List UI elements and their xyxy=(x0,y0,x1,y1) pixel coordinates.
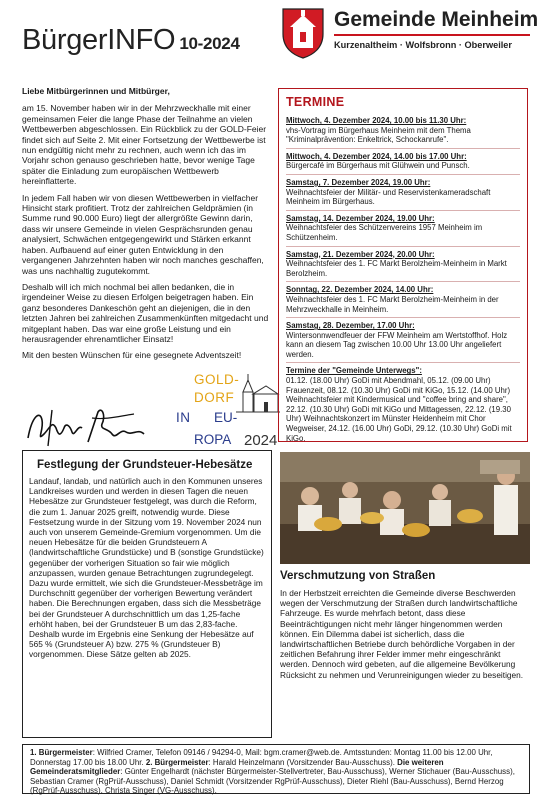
council-footer: 1. Bürgermeister: Wilfried Cramer, Telefon 09146 / 94294-0, Mail: bgm.cramer@web.de. Amtsstunden: Montag 11.00 bis 12.00 Uhr, Donnerstag 17.00 bis 18.00 Uhr. 2. Bürgermeister: Harald Heinzelmann (Vorsitzender Bau-Ausschuss). Die weiteren Gemeinderatsmitglieder: Günter Engelhardt (nächster Bürgermeister-Stellvertreter, Bau-Ausschuss), Werner Stichauer (Bau-Ausschuss), Sebastian Cramer (RgPrüf-Ausschuss), Daniel Schmidt (Vorsitzender RgPrüf-Ausschuss), Dieter Riehl (Bau-Ausschuss), Bernd Herzog (RgPrüf-Ausschuss), Christa Singer (VG-Ausschuss). xyxy=(22,744,530,794)
salutation: Liebe Mitbürgerinnen und Mitbürger, xyxy=(22,86,170,96)
event-item: Samstag, 21. Dezember 2024, 20.00 Uhr: Weihnachtsfeier des 1. FC Markt Berolzheim-Meinheim in Markt Berolzheim. xyxy=(286,249,520,283)
header xyxy=(0,0,540,78)
coat-of-arms-icon xyxy=(280,6,326,60)
golddorf-europa-logo: GOLD- DORF IN EU- ROPA 2024 xyxy=(176,372,278,449)
article-text: In der Herbstzeit erreichten die Gemeinde diverse Beschwerden wegen der Verschmutzung der Straßen durch landwirtschaftliche Fahrzeuge. Es wurde mehrfach betont, dass diese Beeinträchtigungen nicht mehr länger hingenommen werden können. Ein Dilemma dabei ist sicherlich, dass die landwirtschaftlichen Betriebe durch behördliche Vorgaben in der zeitlichen Befahrung ihrer Felder immer mehr eingeschränkt werden. Dennoch wird gebeten, auf die allgemeine Bevölkerung Rücksicht zu nehmen und Verunreinigungen wieder zu beseitigen. xyxy=(280,588,524,680)
mayor-letter xyxy=(22,86,272,367)
street-dirt-article xyxy=(280,570,530,680)
church-icon xyxy=(234,372,280,416)
article-heading: Verschmutzung von Straßen xyxy=(280,570,436,582)
events-box xyxy=(278,88,528,442)
event-item: Sonntag, 22. Dezember 2024, 14.00 Uhr: Weihnachtsfeier des 1. FC Markt Berolzheim-Meinheim in der Mehrzweckhalle in Meinheim. xyxy=(286,284,520,318)
events-heading: TERMINE xyxy=(286,95,345,109)
issue-number: 10-2024 xyxy=(179,34,240,53)
event-item: Samstag, 14. Dezember 2024, 19.00 Uhr: Weihnachtsfeier des Schützenvereins 1957 Meinheim im Schützenheim. xyxy=(286,213,520,247)
divider xyxy=(334,34,530,36)
municipality-districts: Kurzenaltheim · Wolfsbronn · Oberweiler xyxy=(334,40,512,50)
event-item: Mittwoch, 4. Dezember 2024, 14.00 bis 17.00 Uhr: Bürgercafé im Bürgerhaus mit Glühwein und Punsch. xyxy=(286,151,520,175)
signature-icon xyxy=(22,398,162,454)
letter-paragraph: am 15. November haben wir in der Mehrzweckhalle mit einer gemeinsamen Feier die lange Phase der Teilnahme an vielen Wettbewerben abgeschlossen. Ein Rückblick zu der GOLD-Feier findet sich auf Seite 2. Mit einer Fortsetzung der Wettbewerbe ist nun endgültig nicht mehr zu rechnen, auch wenn ich das im Vorjahr schon genauso geschrieben hatte, bevor wenige Tage später die Einladung zum europäischen Wettbewerb hereinflatterte. xyxy=(22,103,267,187)
event-item: Termine der "Gemeinde Unterwegs": 01.12. (18.00 Uhr) GoDi mit Abendmahl, 05.12. (09.00 Uhr) Frauenzeit, 08.12. (10.30 Uhr) GoDi mit KiGo, 15.12. (14.00 Uhr) Weihnachtsfeier mit Kindermusical und "coffee bring and share", 22.12. (10.30 Uhr) GoDi mit KiGo und Mittagessen, 22.12. (19.30 Uhr) Weihnachtskonzert im Münster Heidenheim mit Chor Wegweiser, 24.12. (16.00 Uhr) GoDi, 29.12. (10.30 Uhr) GoDi mit KiGo. xyxy=(286,366,512,443)
letter-paragraph: Deshalb will ich mich nochmal bei allen bedanken, die in irgendeiner Weise zu diesen Erfolgen beigetragen haben. Ein ganz besonderes Dankeschön geht an diejenigen, die in den letzten Jahren bei zahlreichen Zusammenkünften mitgedacht und mitgeplant haben. Das war eine große Leistung und ein herausragender ehrenamtlicher Einsatz! xyxy=(22,281,269,344)
municipality-name: Gemeinde Meinheim xyxy=(334,8,539,31)
property-tax-article xyxy=(22,450,272,738)
event-item: Samstag, 7. Dezember 2024, 19.00 Uhr: Weihnachtsfeier der Militär- und Reservistenkameradschaft Meinheim im Bürgerhaus. xyxy=(286,177,520,211)
event-item: Mittwoch, 4. Dezember 2024, 10.00 bis 11.30 Uhr: vhs-Vortrag im Bürgerhaus Meinheim mit dem Thema "Kriminalprävention: Enkeltrick, Schockanrufe". xyxy=(286,115,520,149)
letter-paragraph: In jedem Fall haben wir von diesen Wettbewerben in vielfacher Hinsicht stark profitiert. Trotz der zahlreichen Geldprämien (in Summe rund 90.000 Euro) liegt der allergrößte Gewinn darin, dass wir unsere Gemeinde in vielen Gesprächsrunden genau analysiert, Schwächen entgegengewirkt und Stärken erkannt haben. Aufbauend auf einer guten Entwicklung in den vergangenen Jahrzehnten haben wir noch manches geschaffen, was uns nachhaltig zugutekommt. xyxy=(22,192,264,276)
event-item: Samstag, 28. Dezember, 17.00 Uhr: Wintersonnwendfeuer der FFW Meinheim am Wertstoffhof. Holz kann an diesem Tag zwischen 10.00 Uhr 13.00 Uhr angeliefert werden. xyxy=(286,320,520,363)
letter-closing: Mit den besten Wünschen für eine gesegnete Adventszeit! xyxy=(22,350,242,361)
article-text: Landauf, landab, und natürlich auch in den Kommunen unseres Landkreises wurden und werden in diesen Tagen die neuen Hebesätze zur Grundsteuer festgelegt, was durch die Reform, die zum 1. Januar 2025 greift, notwendig wurde. Diese Festsetzung wurde in der Sitzung vom 19. November 2024 nun auch von unserem Gemeinde-Gremium vorgenommen. Um die neuen Hebesätze für die beiden Grundsteuern A (landwirtschaftliche Grundstücke) und B (sonstige Grundstücke) gegenüber der vorherigen Situation so fair wie möglich anzupassen, wurden genaue Betrachtungen zugrundegelegt. Dazu wurde ermittelt, wie sich die Grundsteuer-Messbeträge im Durchschnitt gegenüber der vorherigen Bewertung verändert haben. Die Berechnungen ergaben, dass sich die Messbeträge bei der Grundsteuer A durchschnittlich um das 1,25-fache erhöht haben, bei der Grundsteuer B um das 2,83-fache. Deshalb wurde im Ergebnis eine Senkung der Hebesätze auf 565 % (Grundsteuer A) bzw. 275 % (Grundsteuer B) vorgenommen. Diese Sätze gelten ab 2025. xyxy=(29,476,264,660)
brass-band-photo xyxy=(280,452,530,564)
page-title: BürgerINFO 10-2024 xyxy=(22,24,240,56)
article-heading: Festlegung der Grundsteuer-Hebesätze xyxy=(37,459,253,471)
